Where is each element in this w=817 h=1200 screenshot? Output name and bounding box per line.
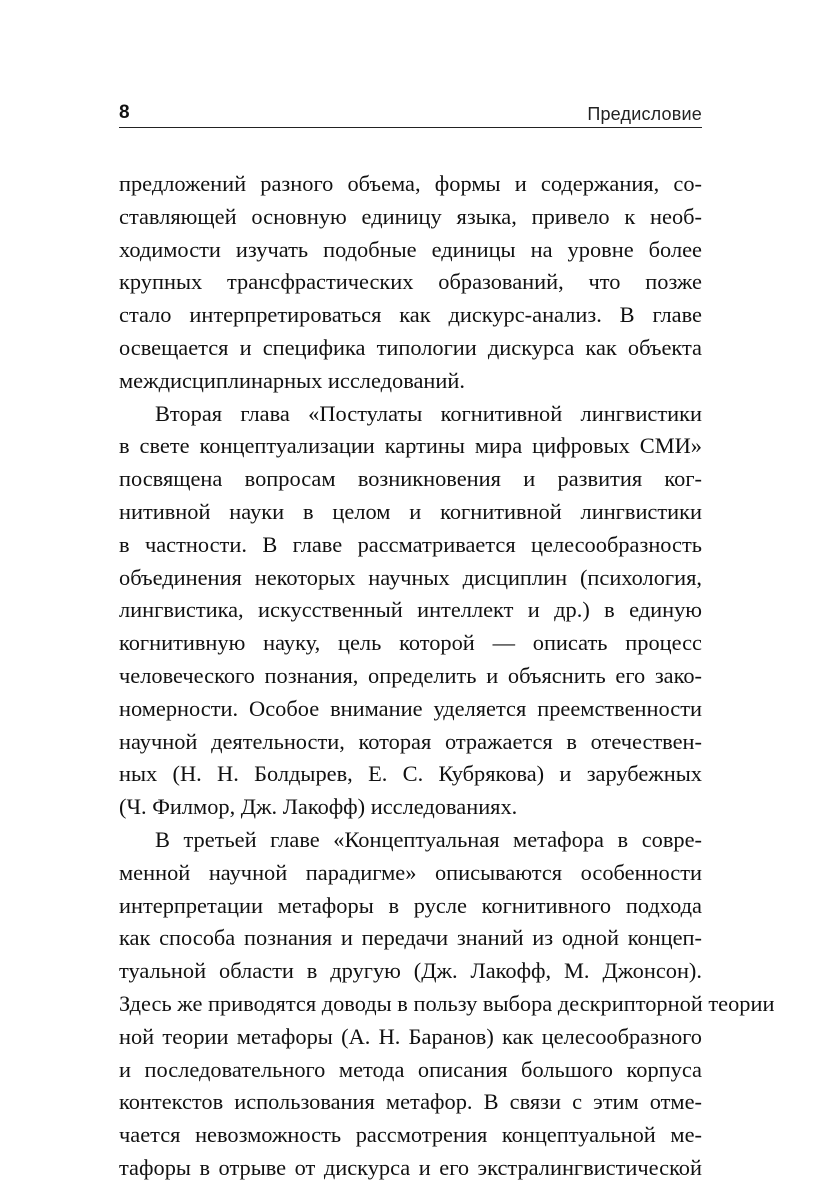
paragraph-start-line: В третьей главе «Концептуальная метафора в совре- [155, 826, 702, 852]
text-line: в свете концептуализации картины мира цифровых СМИ» [119, 433, 702, 459]
text-line: человеческого познания, определить и объяснить его зако- [119, 662, 702, 688]
text-line: ставляющей основную единицу языка, привело к необ- [119, 203, 702, 229]
text-line: когнитивную науку, цель которой — описать процесс [119, 630, 702, 656]
text-line: менной научной парадигме» описываются особенности [119, 859, 702, 885]
text-line: тафоры в отрыве от дискурса и его экстралингвистической [119, 1154, 702, 1180]
text-line: и последовательного метода описания большого корпуса [119, 1056, 702, 1082]
text-line: номерности. Особое внимание уделяется преемственности [119, 695, 702, 721]
text-line: ходимости изучать подобные единицы на уровне более [119, 236, 702, 262]
text-line: чается невозможность рассмотрения концептуальной ме- [119, 1122, 702, 1148]
text-line: туальной области в другую (Дж. Лакофф, М. Джонсон). [119, 958, 702, 984]
text-line: лингвистика, искусственный интеллект и др.) в единую [119, 597, 702, 623]
body-text [119, 168, 775, 1185]
text-line: ной теории метафоры (А. Н. Баранов) как целесообразного [119, 1023, 702, 1049]
text-line: нитивной науки в целом и когнитивной лингвистики [119, 498, 702, 524]
text-line: (Ч. Филмор, Дж. Лакофф) исследованиях. [119, 794, 518, 820]
text-line: научной деятельности, которая отражается в отечествен- [119, 728, 702, 754]
text-line: контекстов использования метафор. В связи с этим отме- [119, 1089, 702, 1115]
text-line: стало интерпретироваться как дискурс-анализ. В главе [119, 302, 702, 328]
text-line: освещается и специфика типологии дискурса как объекта [119, 334, 702, 360]
text-line: в частности. В главе рассматривается целесообразность [119, 531, 702, 557]
text-line: крупных трансфрастических образований, что позже [119, 269, 702, 295]
text-line: интерпретации метафоры в русле когнитивного подхода [119, 892, 702, 918]
page-number: 8 [119, 102, 130, 123]
text-line: объединения некоторых научных дисциплин (психология, [119, 564, 702, 590]
running-head [119, 100, 702, 128]
paragraph-start-line: Вторая глава «Постулаты когнитивной лингвистики [155, 400, 702, 426]
text-line: предложений разного объема, формы и содержания, со- [119, 171, 702, 196]
text-line: междисциплинарных исследований. [119, 367, 465, 393]
text-line: Здесь же приводятся доводы в пользу выбора дескрипторной теории [119, 990, 775, 1016]
section-title: Предисловие [587, 104, 702, 124]
text-line: как способа познания и передачи знаний из одной концеп- [119, 925, 702, 951]
text-line: посвящена вопросам возникновения и развития ког- [119, 466, 702, 492]
text-line: ных (Н. Н. Болдырев, Е. С. Кубрякова) и зарубежных [119, 761, 702, 787]
